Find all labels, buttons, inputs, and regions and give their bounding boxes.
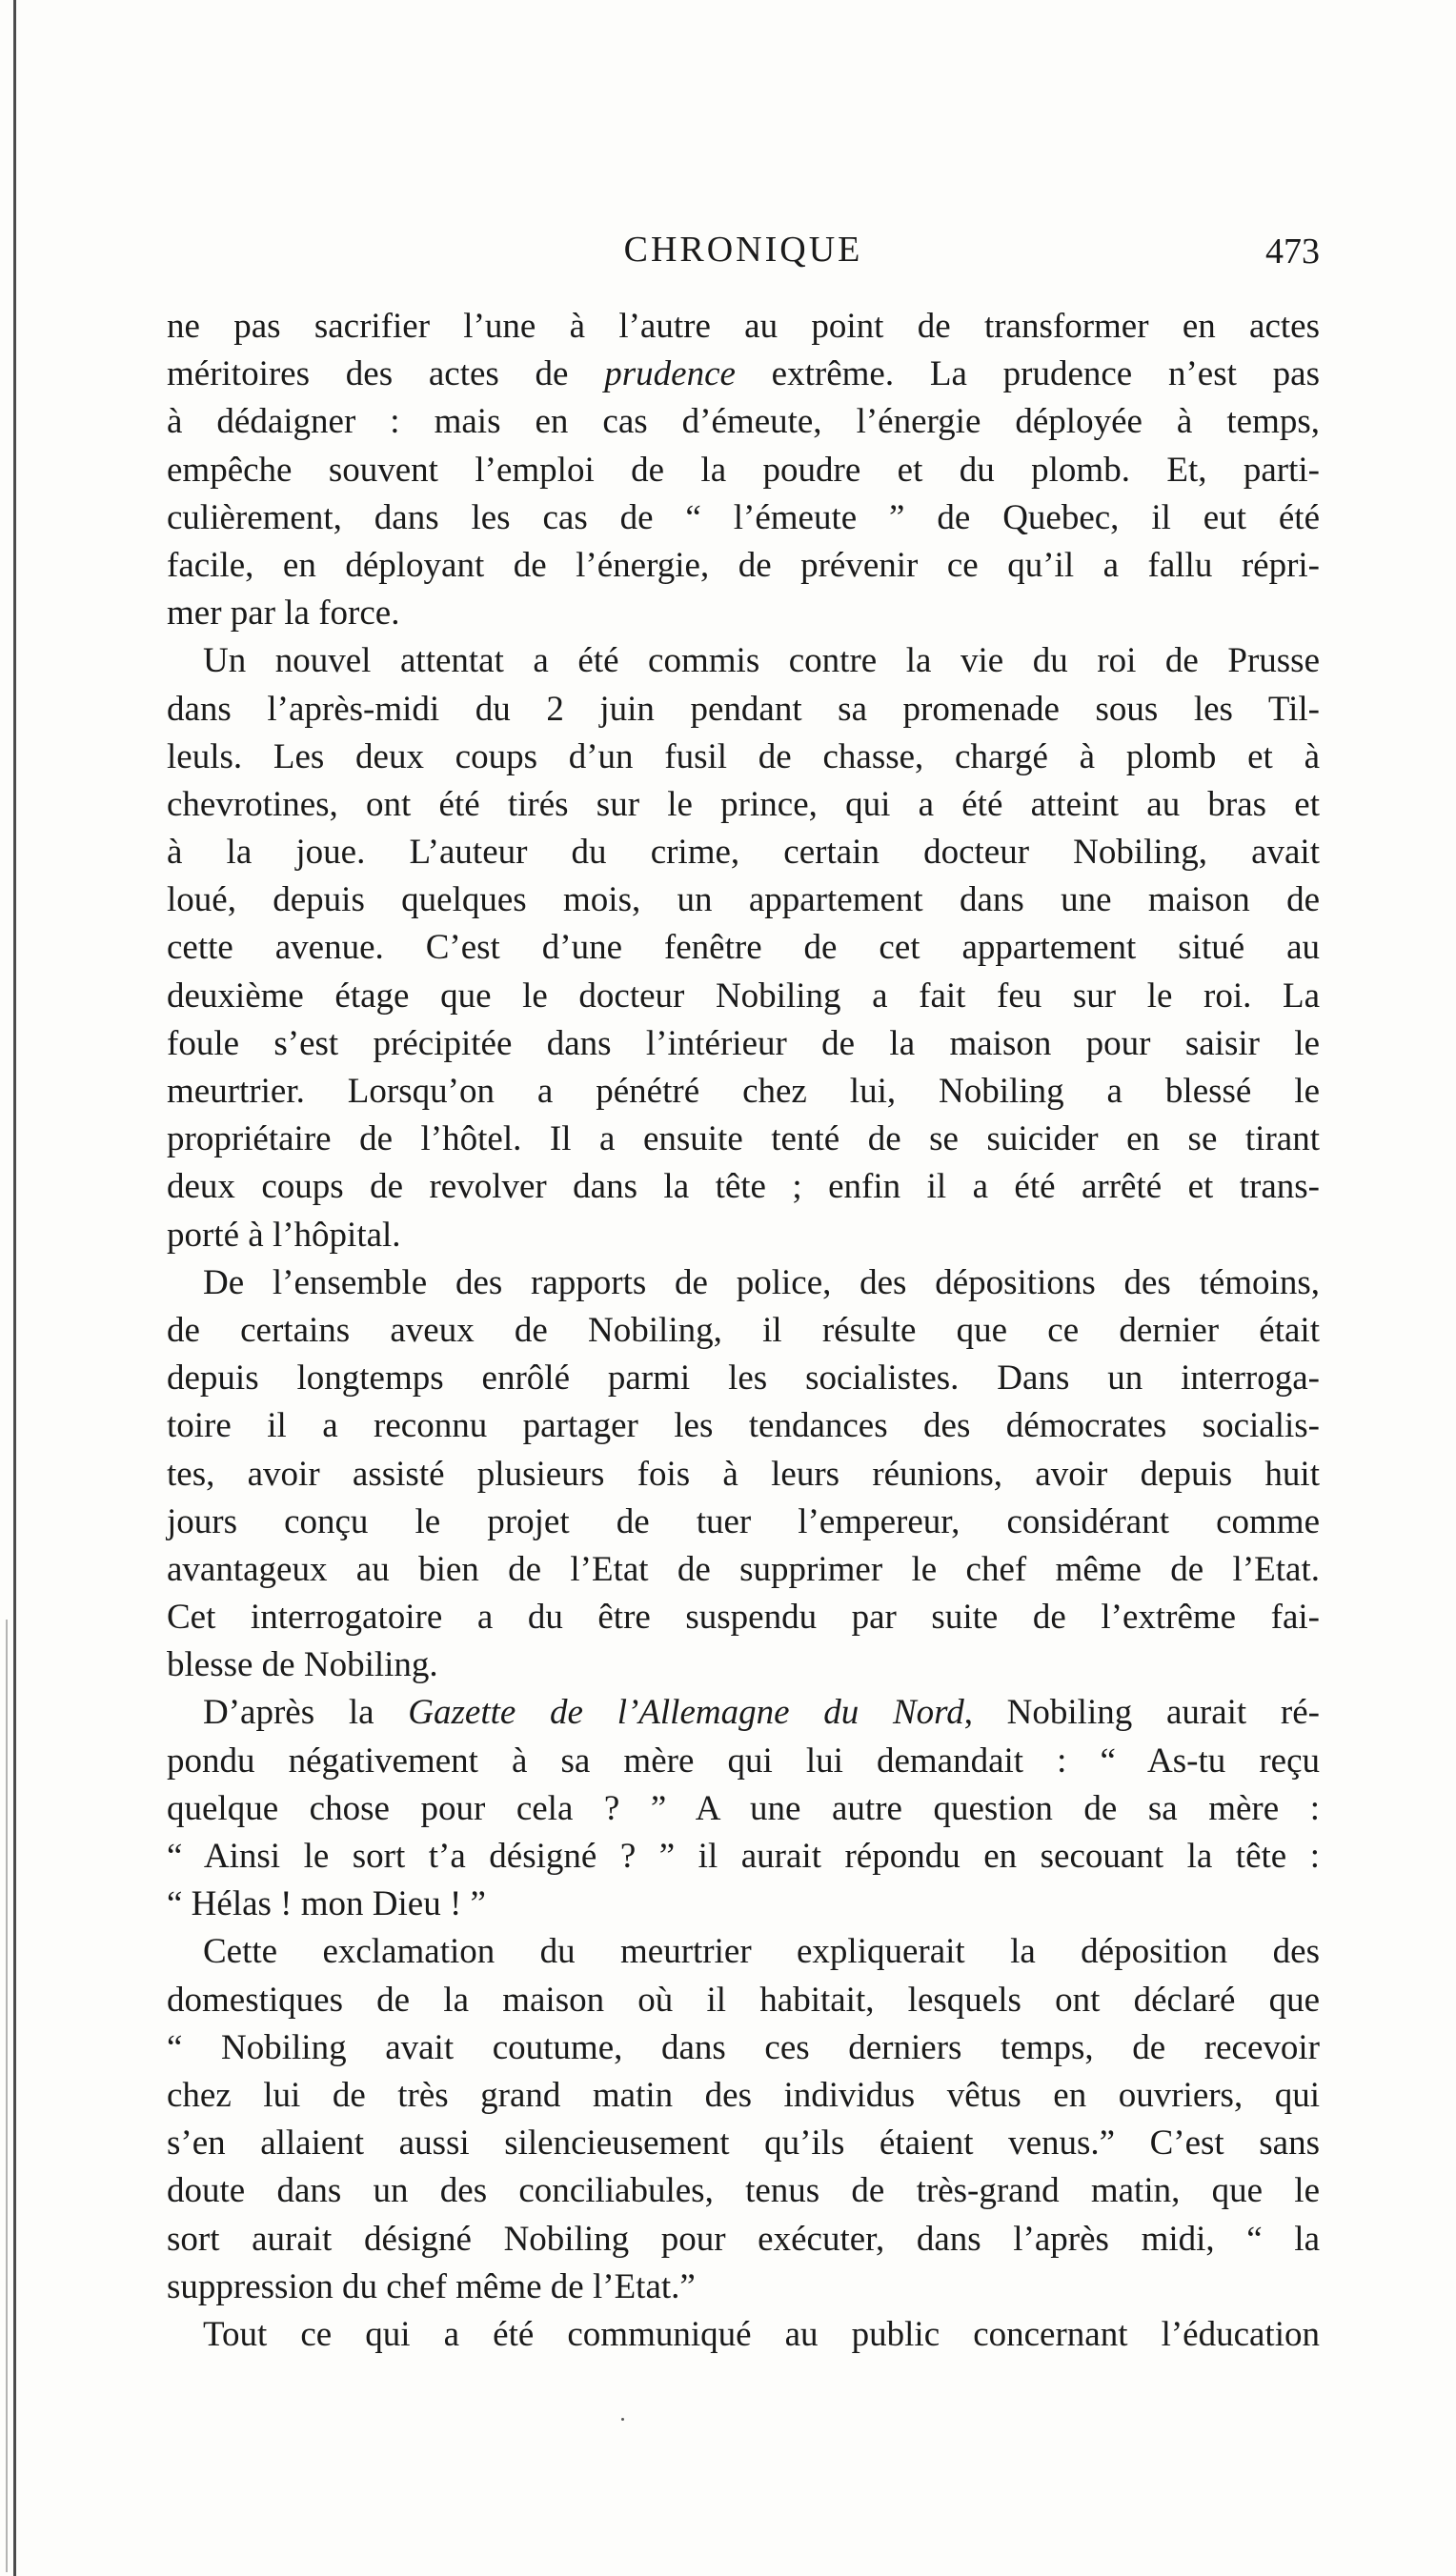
text-line: deuxième étage que le docteur Nobiling a fait feu sur le roi. La [167, 976, 1320, 1016]
text-line: sort aurait désigné Nobiling pour exécuter, dans l’après midi, “ la [167, 2219, 1320, 2259]
page-number: 473 [1265, 231, 1320, 272]
text-line: De l’ensemble des rapports de police, des dépositions des témoins, [203, 1262, 1320, 1302]
text-line: Cette exclamation du meurtrier expliquerait la déposition des [203, 1932, 1320, 1972]
text-line: chevrotines, ont été tirés sur le prince, qui a été atteint au bras et [167, 784, 1320, 824]
text-line: avantageux au bien de l’Etat de supprimer le chef même de l’Etat. [167, 1549, 1320, 1589]
text-line: domestiques de la maison où il habitait, lesquels ont déclaré que [167, 1980, 1320, 2020]
paragraph-6 [167, 2311, 1320, 2359]
text-line: “ Ainsi le sort t’a désigné ? ” il aurait répondu en secouant la tête : [167, 1837, 1320, 1876]
text-line: empêche souvent l’emploi de la poudre et du plomb. Et, parti- [167, 450, 1320, 490]
text-line: s’en allaient aussi silencieusement qu’ils étaient venus.” C’est sans [167, 2123, 1320, 2163]
text-line: foule s’est précipitée dans l’intérieur de la maison pour saisir le [167, 1023, 1320, 1063]
text-line: jours conçu le projet de tuer l’empereur, considérant comme [167, 1501, 1320, 1541]
text-line: de certains aveux de Nobiling, il résulte que ce dernier était [167, 1310, 1320, 1350]
text-segment: méritoires des actes de [167, 354, 605, 394]
text-line: facile, en déployant de l’énergie, de prévenir ce qu’il a fallu répri- [167, 545, 1320, 585]
text-line: Un nouvel attentat a été commis contre la vie du roi de Prusse [203, 641, 1320, 681]
text-line: cette avenue. C’est d’une fenêtre de cet appartement situé au [167, 928, 1320, 968]
text-segment: extrême. La prudence n’est pas [735, 354, 1320, 394]
text-segment: , Nobiling aurait ré- [963, 1693, 1321, 1733]
text-line: “ Nobiling avait coutume, dans ces derniers temps, de recevoir [167, 2027, 1320, 2067]
italic-word: prudence [604, 354, 736, 394]
paragraph-2 [167, 637, 1320, 1258]
text-line: suppression du chef même de l’Etat.” [167, 2266, 696, 2306]
paragraph-4 [167, 1689, 1320, 1928]
text-line: “ Hélas ! mon Dieu ! ” [167, 1884, 486, 1924]
text-line: deux coups de revolver dans la tête ; enfin il a été arrêté et trans- [167, 1167, 1320, 1207]
text-line: toire il a reconnu partager les tendances des démocrates socialis- [167, 1406, 1320, 1446]
text-line: pondu négativement à sa mère qui lui demandait : “ As-tu reçu [167, 1741, 1320, 1781]
text-line: Cet interrogatoire a du être suspendu par suite de l’extrême fai- [167, 1598, 1320, 1638]
text-line: meurtrier. Lorsqu’on a pénétré chez lui, Nobiling a blessé le [167, 1072, 1320, 1111]
text-line [167, 351, 1320, 398]
text-line: propriétaire de l’hôtel. Il a ensuite tenté de se suicider en se tirant [167, 1119, 1320, 1159]
paragraph-3 [167, 1259, 1320, 1690]
text-line: doute dans un des conciliabules, tenus de très-grand matin, que le [167, 2171, 1320, 2211]
text-line: porté à l’hôpital. [167, 1215, 401, 1255]
text-segment: D’après la [203, 1693, 409, 1733]
body-text [167, 303, 1320, 2359]
text-line: ne pas sacrifier l’une à l’autre au point de transformer en actes [167, 307, 1320, 346]
text-line: culièrement, dans les cas de “ l’émeute ” de Quebec, il eut été [167, 497, 1320, 537]
text-line: quelque chose pour cela ? ” A une autre question de sa mère : [167, 1788, 1320, 1828]
text-line: tes, avoir assisté plusieurs fois à leurs réunions, avoir depuis huit [167, 1454, 1320, 1494]
binding-edge [13, 0, 16, 2576]
text-line: mer par la force. [167, 594, 400, 634]
binding-edge-shadow [6, 1620, 8, 2572]
text-line: à dédaigner : mais en cas d’émeute, l’énergie déployée à temps, [167, 402, 1320, 442]
newspaper-title: Gazette de l’Allemagne du Nord [408, 1693, 964, 1733]
paragraph-1 [167, 303, 1320, 637]
text-line [167, 1689, 1320, 1737]
text-line: chez lui de très grand matin des individus vêtus en ouvriers, qui [167, 2075, 1320, 2115]
paragraph-5 [167, 1928, 1320, 2311]
text-line: loué, depuis quelques mois, un appartement dans une maison de [167, 880, 1320, 920]
running-title: CHRONIQUE [623, 230, 863, 270]
text-line: Tout ce qui a été communiqué au public concernant l’éducation [203, 2314, 1320, 2354]
running-head [167, 229, 1320, 276]
ink-speck [621, 2418, 624, 2421]
text-line: depuis longtemps enrôlé parmi les socialistes. Dans un interroga- [167, 1358, 1320, 1399]
text-line: à la joue. L’auteur du crime, certain docteur Nobiling, avait [167, 833, 1320, 873]
text-line: leuls. Les deux coups d’un fusil de chasse, chargé à plomb et à [167, 736, 1320, 776]
text-line: blesse de Nobiling. [167, 1645, 438, 1685]
text-line: dans l’après-midi du 2 juin pendant sa promenade sous les Til- [167, 689, 1320, 729]
